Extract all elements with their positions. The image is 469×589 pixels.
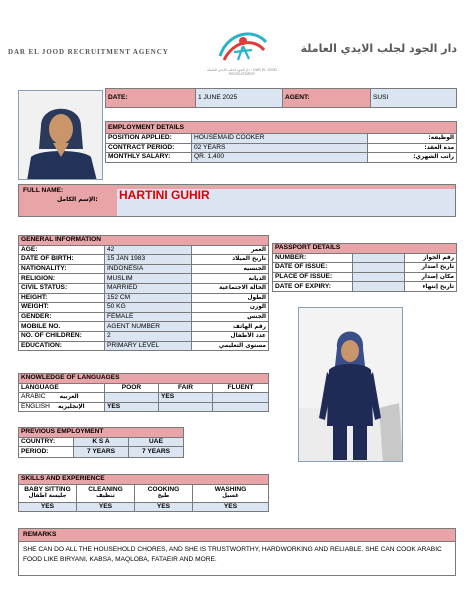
table-row [19, 283, 269, 293]
general-ar: الجنسيه [192, 264, 269, 274]
passport-ar: تاريخ إنتهاء [405, 282, 457, 292]
table-row [106, 143, 457, 153]
table-row [19, 274, 269, 284]
passport-value [353, 282, 405, 292]
table-row [19, 393, 269, 403]
skill-washing-ar: غسيل [222, 493, 239, 500]
agency-name-ar: دار الجود لجلب الايدي العاملة [300, 42, 457, 55]
general-ar: عدد الأطفال [192, 331, 269, 341]
logo-caption: دار الجود لجلب الايدي العاملة · DAR EL JOOD RECRUITMENT [206, 68, 278, 76]
salary-label: MONTHLY SALARY: [106, 153, 192, 163]
general-label: GENDER: [19, 312, 105, 322]
employment-details-table [105, 121, 457, 163]
table-row [19, 293, 269, 303]
country-2: UAE [129, 437, 184, 447]
lang-fluent [213, 393, 269, 403]
general-title: GENERAL INFORMATION [19, 236, 269, 246]
table-row [19, 264, 269, 274]
general-ar: رقم الهاتف [192, 322, 269, 332]
general-label: NO. OF CHILDREN: [19, 331, 105, 341]
lang-header-language: LANGUAGE [19, 383, 105, 393]
general-value: MARRIED [105, 283, 192, 293]
salary-ar: راتب الشهري: [368, 153, 457, 163]
general-ar: الوزن [192, 303, 269, 313]
position-ar: الوظيفه: [368, 134, 457, 144]
skill-washing: WASHING [214, 486, 247, 494]
general-value: FEMALE [105, 312, 192, 322]
lang-poor: YES [105, 402, 159, 412]
contract-value: 02 YEARS [192, 143, 368, 153]
passport-ar: مكان إصدار [405, 272, 457, 282]
position-label: POSITION APPLIED: [106, 134, 192, 144]
skill-cleaning: CLEANING [88, 486, 123, 494]
skill-cooking: COOKING [147, 486, 180, 494]
lang-name: ENGLISH [21, 403, 50, 411]
full-name-box [18, 184, 456, 217]
passport-ar: رقم الجواز [405, 253, 457, 263]
general-value: INDONESIA [105, 264, 192, 274]
lang-header-poor: POOR [105, 383, 159, 393]
general-label: MOBILE NO. [19, 322, 105, 332]
skill-cooking-ar: طبخ [157, 493, 170, 500]
employment-title: EMPLOYMENT DETAILS [106, 122, 457, 134]
table-row [273, 263, 457, 273]
table-row [19, 331, 269, 341]
general-label: AGE: [19, 245, 105, 255]
languages-table [18, 373, 269, 412]
table-row [19, 322, 269, 332]
passport-label: DATE OF ISSUE: [273, 263, 353, 273]
lang-fair: YES [159, 393, 213, 403]
period-1: 7 YEARS [74, 447, 129, 458]
skill-baby-sitting-ar: جليسة اطفال [28, 493, 67, 500]
period-2: 7 YEARS [129, 447, 184, 458]
remarks-text: SHE CAN DO ALL THE HOUSEHOLD CHORES, AND SHE IS TRUSTWORTHY, HARDWORKING AND RELIABLE. SHE CAN COOK ARABIC FOOD LIKE BIRYANI, KABSA, MAQLOBA, FATAEIR AND MORE. [23, 546, 442, 563]
passport-ar: تاريخ اصدار [405, 263, 457, 273]
full-name-ar: الإسم الكامل: [57, 196, 98, 203]
passport-value [353, 272, 405, 282]
passport-label: NUMBER: [273, 253, 353, 263]
lang-poor [105, 393, 159, 403]
passport-label: PLACE OF ISSUE: [273, 272, 353, 282]
general-ar: العمر [192, 245, 269, 255]
general-ar: الحالة الاجتماعية [192, 283, 269, 293]
table-row [19, 255, 269, 265]
lang-header-fair: FAIR [159, 383, 213, 393]
position-value: HOUSEMAID COOKER [192, 134, 368, 144]
skill-value: YES [77, 502, 135, 512]
general-info-table [18, 235, 269, 351]
skill-cleaning-ar: تنظيف [96, 493, 115, 500]
lang-name-ar: الإنجليزيه [57, 404, 85, 411]
table-row [106, 153, 457, 163]
applicant-photo-portrait [18, 90, 103, 180]
passport-value [353, 263, 405, 273]
table-row [19, 303, 269, 313]
passport-value [353, 253, 405, 263]
skill-baby-sitting: BABY SITTING [24, 486, 71, 494]
table-row [273, 282, 457, 292]
general-value: 152 CM [105, 293, 192, 303]
remarks-title: REMARKS [19, 529, 455, 542]
lang-fair [159, 402, 213, 412]
top-table [105, 88, 457, 108]
table-row [19, 245, 269, 255]
salary-value: QR. 1,400 [192, 153, 368, 163]
date-label: DATE: [106, 89, 196, 108]
general-value: 2 [105, 331, 192, 341]
skills-table [18, 474, 269, 512]
remarks-box [18, 528, 456, 576]
skills-title: SKILLS AND EXPERIENCE [19, 475, 269, 485]
full-name-value: HARTINI GUHIR [119, 188, 210, 202]
table-row [19, 341, 269, 351]
general-label: RELIGION: [19, 274, 105, 284]
table-row [19, 447, 184, 458]
general-value: PRIMARY LEVEL [105, 341, 192, 351]
table-row [19, 502, 269, 512]
agency-name-en: DAR EL JOOD RECRUITMENT AGENCY [8, 48, 169, 56]
table-row [19, 437, 184, 447]
lang-header-fluent: FLUENT [213, 383, 269, 393]
agent-value: SUSI [371, 89, 457, 108]
general-label: EDUCATION: [19, 341, 105, 351]
languages-title: KNOWLEDGE OF LANGUAGES [19, 374, 269, 384]
country-label: COUNTRY: [19, 437, 74, 447]
general-value: 15 JAN 1983 [105, 255, 192, 265]
general-ar: مستوى التعليمي [192, 341, 269, 351]
passport-table [272, 243, 457, 292]
lang-name-ar: العربيه [59, 394, 79, 401]
table-row [106, 134, 457, 144]
general-value: 50 KG [105, 303, 192, 313]
general-ar: تاريخ الميلاد [192, 255, 269, 265]
general-ar: الطول [192, 293, 269, 303]
date-value: 1 JUNE 2025 [196, 89, 283, 108]
full-name-label: FULL NAME: [23, 187, 64, 194]
skill-value: YES [193, 502, 269, 512]
general-label: WEIGHT: [19, 303, 105, 313]
previous-title: PREVIOUS EMPLOYMENT [19, 428, 184, 438]
lang-name: ARABIC [21, 393, 46, 401]
passport-title: PASSPORT DETAILS [273, 244, 457, 254]
general-ar: الديانه [192, 274, 269, 284]
general-value: 42 [105, 245, 192, 255]
contract-ar: مدة العقد: [368, 143, 457, 153]
table-row [273, 253, 457, 263]
general-label: NATIONALITY: [19, 264, 105, 274]
table-row [273, 272, 457, 282]
general-value: MUSLIM [105, 274, 192, 284]
general-label: CIVIL STATUS: [19, 283, 105, 293]
country-1: K S A [74, 437, 129, 447]
agent-label: AGENT: [283, 89, 371, 108]
general-label: HEIGHT: [19, 293, 105, 303]
contract-label: CONTRACT PERIOD: [106, 143, 192, 153]
table-row [19, 312, 269, 322]
general-ar: الجنس [192, 312, 269, 322]
skill-value: YES [135, 502, 193, 512]
applicant-photo-full [298, 307, 403, 462]
lang-fluent [213, 402, 269, 412]
passport-label: DATE OF EXPIRY: [273, 282, 353, 292]
period-label: PERIOD: [19, 447, 74, 458]
table-row [19, 402, 269, 412]
general-value: AGENT NUMBER [105, 322, 192, 332]
skill-value: YES [19, 502, 77, 512]
previous-employment-table [18, 427, 184, 458]
general-label: DATE OF BIRTH: [19, 255, 105, 265]
